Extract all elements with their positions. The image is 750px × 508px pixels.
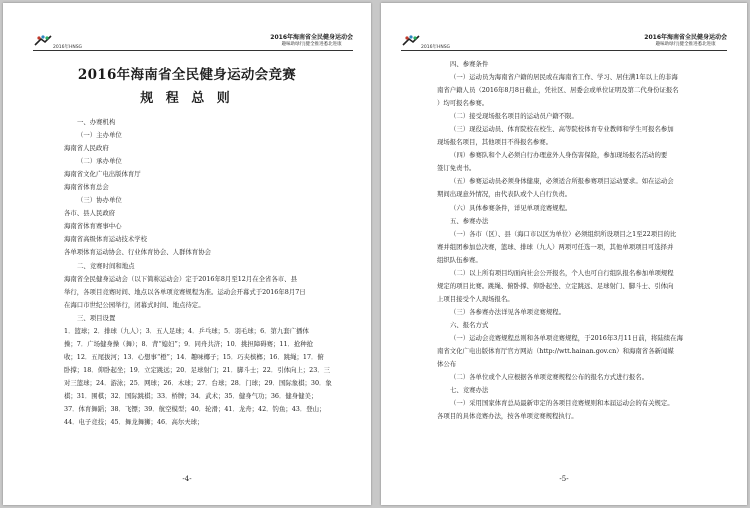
text-line: （一）运动员为海南省户籍的居民或在海南省工作、学习、居住满1年以上的非海 — [450, 73, 678, 82]
text-line: （二）承办单位 — [77, 157, 122, 166]
text-line: 海南省高级体育运动技术学校 — [64, 235, 148, 244]
text-line: 海南省体育总会 — [64, 183, 109, 192]
text-line: 南省文化广电出版体育厅官方网站（http://wtt.hainan.gov.cn）和海南省各新闻媒 — [437, 347, 674, 356]
text-line: 四、参赛条件 — [450, 60, 489, 68]
text-line: 一、办赛机构 — [77, 118, 116, 126]
text-line: 现场报名项目，其他项目不得报名参赛。 — [437, 138, 553, 147]
text-line: 签订免责书。 — [437, 164, 476, 173]
header-title: 2016年海南省全民健身运动会 — [644, 34, 727, 41]
games-logo-icon — [401, 33, 451, 51]
page-number: -4- — [182, 475, 192, 483]
text-line: 海南省文化广电出版体育厅 — [64, 170, 141, 179]
text-line: 三、项目设置 — [77, 313, 116, 322]
text-line: 五、参赛办法 — [450, 216, 489, 225]
text-line: 组织队伍参赛。 — [437, 255, 482, 264]
right-body-text — [437, 58, 719, 423]
svg-text:2016年HNSG: 2016年HNSG — [421, 45, 451, 50]
text-line: ）均可报名参赛。 — [437, 99, 489, 108]
text-line: 七、竞赛办法 — [450, 386, 489, 395]
text-line: 举行，各项目竞赛时间、地点以各单项竞赛规程为准。运动会开幕式于2016年8月7日 — [64, 287, 306, 296]
text-line: （一）各市（区）、县（海口市以区为单位）必须组织所设项目之1至22项目的比 — [450, 229, 677, 238]
text-line: （一）主办单位 — [77, 131, 122, 140]
text-line: 期间出现意外情况，由代表队或个人自行负责。 — [437, 190, 572, 199]
text-line: 对三篮球；24．游泳；25．网球；26．木球；27．台球；28．门球；29．国际象棋；30．象 — [64, 378, 332, 387]
page-number: -5- — [559, 475, 569, 483]
text-line: 37．体育舞蹈；38．飞镖；39．航空模型；40．轮滑；41．龙舟；42．钓鱼；43．登山； — [64, 405, 326, 414]
text-line: 各市、县人民政府 — [64, 209, 116, 218]
document-spread — [3, 3, 747, 505]
text-line: 在海口市世纪公园举行，闭幕式时间、地点待定。 — [64, 300, 205, 309]
text-line: 规定的项目比赛。跳绳、俯卧撑、仰卧起坐、立定跳远、足球射门、脚斗士、引体向 — [437, 281, 674, 290]
text-line: （三）现役运动员、体育院校在校生、高等院校体育专业教师和学生可报名参加 — [450, 125, 674, 134]
text-line: 44．电子竞技；45．舞龙舞狮；46．高尔夫球； — [64, 418, 204, 427]
text-line: 操；7．广场健身操（舞）；8．背“媳妇”；9．同舟共济；10．挑担障碍赛；11．抢种抢 — [64, 339, 314, 348]
text-line: 卧撑；18．仰卧起坐；19．立定跳远；20．足球射门；21．脚斗士；22．引体向上；23．三 — [64, 365, 331, 374]
text-line: 棋；31．围棋；32．国际跳棋；33．桥牌；34．武术；35．健身气功；36．健身健美； — [64, 391, 318, 400]
text-line: 二、竞赛时间和地点 — [77, 261, 135, 270]
header-titles — [270, 34, 353, 48]
text-line: 各项目的具体竞赛办法，按各单项竞赛规程执行。 — [437, 412, 578, 421]
text-line: 六、报名方式 — [450, 320, 489, 329]
text-line: 海南省体育赛事中心 — [64, 222, 122, 231]
header-subtitle: 趣味助绿行|健全推进悉北进康 — [655, 42, 716, 47]
text-line: 上项目接受个人现场报名。 — [437, 294, 514, 303]
document-title: 2016年海南省全民健身运动会竞赛 — [77, 67, 297, 83]
right-page — [381, 3, 747, 505]
games-logo-icon — [33, 33, 83, 51]
text-line: （二）各单位或个人应根据各单项竞赛规程公布的报名方式进行报名。 — [450, 373, 649, 382]
header-title: 2016年海南省全民健身运动会 — [270, 34, 353, 41]
page-header — [401, 35, 727, 49]
page-header — [33, 35, 353, 49]
left-body-text — [64, 116, 342, 429]
text-line: （一）采用国家体育总局最新审定的各项目竞赛规则和本届运动会的有关规定。 — [450, 399, 674, 408]
text-line: （一）运动会竞赛规程总则和各单项竞赛规程，于2016年3月11日前，将陆续在海 — [450, 333, 683, 342]
text-line: （六）具体参赛条件，详见单项竞赛规程。 — [450, 203, 572, 212]
text-line: （五）参赛运动员必须身体健康，必须适合所报参赛项目运动要求。如在运动会 — [450, 177, 674, 186]
text-line: 海南省全民健身运动会（以下简称运动会）定于2016年8月至12月在全省各市、县 — [64, 274, 297, 283]
header-titles — [644, 34, 727, 48]
text-line: （三）各参赛办法详见各单项竞赛规程。 — [450, 307, 566, 316]
text-line: （二）以上所有项目均面向社会公开报名，个人也可自行组队报名参加单项规程 — [450, 268, 674, 277]
document-subtitle: 规 程 总 则 — [140, 91, 234, 106]
text-line: 各单项体育运动协会、行业体育协会、人群体育协会 — [64, 248, 211, 257]
text-line: 1．篮球；2．排球（九人）；3．五人足球；4．乒乓球；5．羽毛球；6．第九套广播体 — [64, 326, 309, 335]
text-line: （四）参赛队和个人必须自行办理意外人身伤害保险，参加现场报名活动的要 — [450, 151, 668, 160]
text-line: 南省户籍人员（2016年8月8日截止，凭社区、居委会或单位证明及第二代身份证报名 — [437, 86, 679, 95]
text-line: 海南省人民政府 — [64, 144, 109, 153]
header-divider — [33, 50, 353, 51]
text-line: （二）接受现场报名项目的运动员户籍不限。 — [450, 112, 578, 121]
header-subtitle: 趣味助绿行|健全推进悉北进康 — [281, 42, 342, 47]
text-line: 体公布 — [437, 360, 457, 369]
text-line: 收；12．五尾拔河；13．心想事“橙”；14．趣味椰子；15．巧夹槟榔；16．跳绳；17．俯 — [64, 352, 324, 361]
left-page — [3, 3, 371, 505]
text-line: 赛并组团参加总决赛，篮球、排球（九人）两项可任选一项，其他单项项目可选择并 — [437, 242, 674, 251]
svg-text:2016年HNSG: 2016年HNSG — [53, 45, 83, 50]
text-line: （三）协办单位 — [77, 196, 122, 205]
header-divider — [401, 50, 727, 51]
